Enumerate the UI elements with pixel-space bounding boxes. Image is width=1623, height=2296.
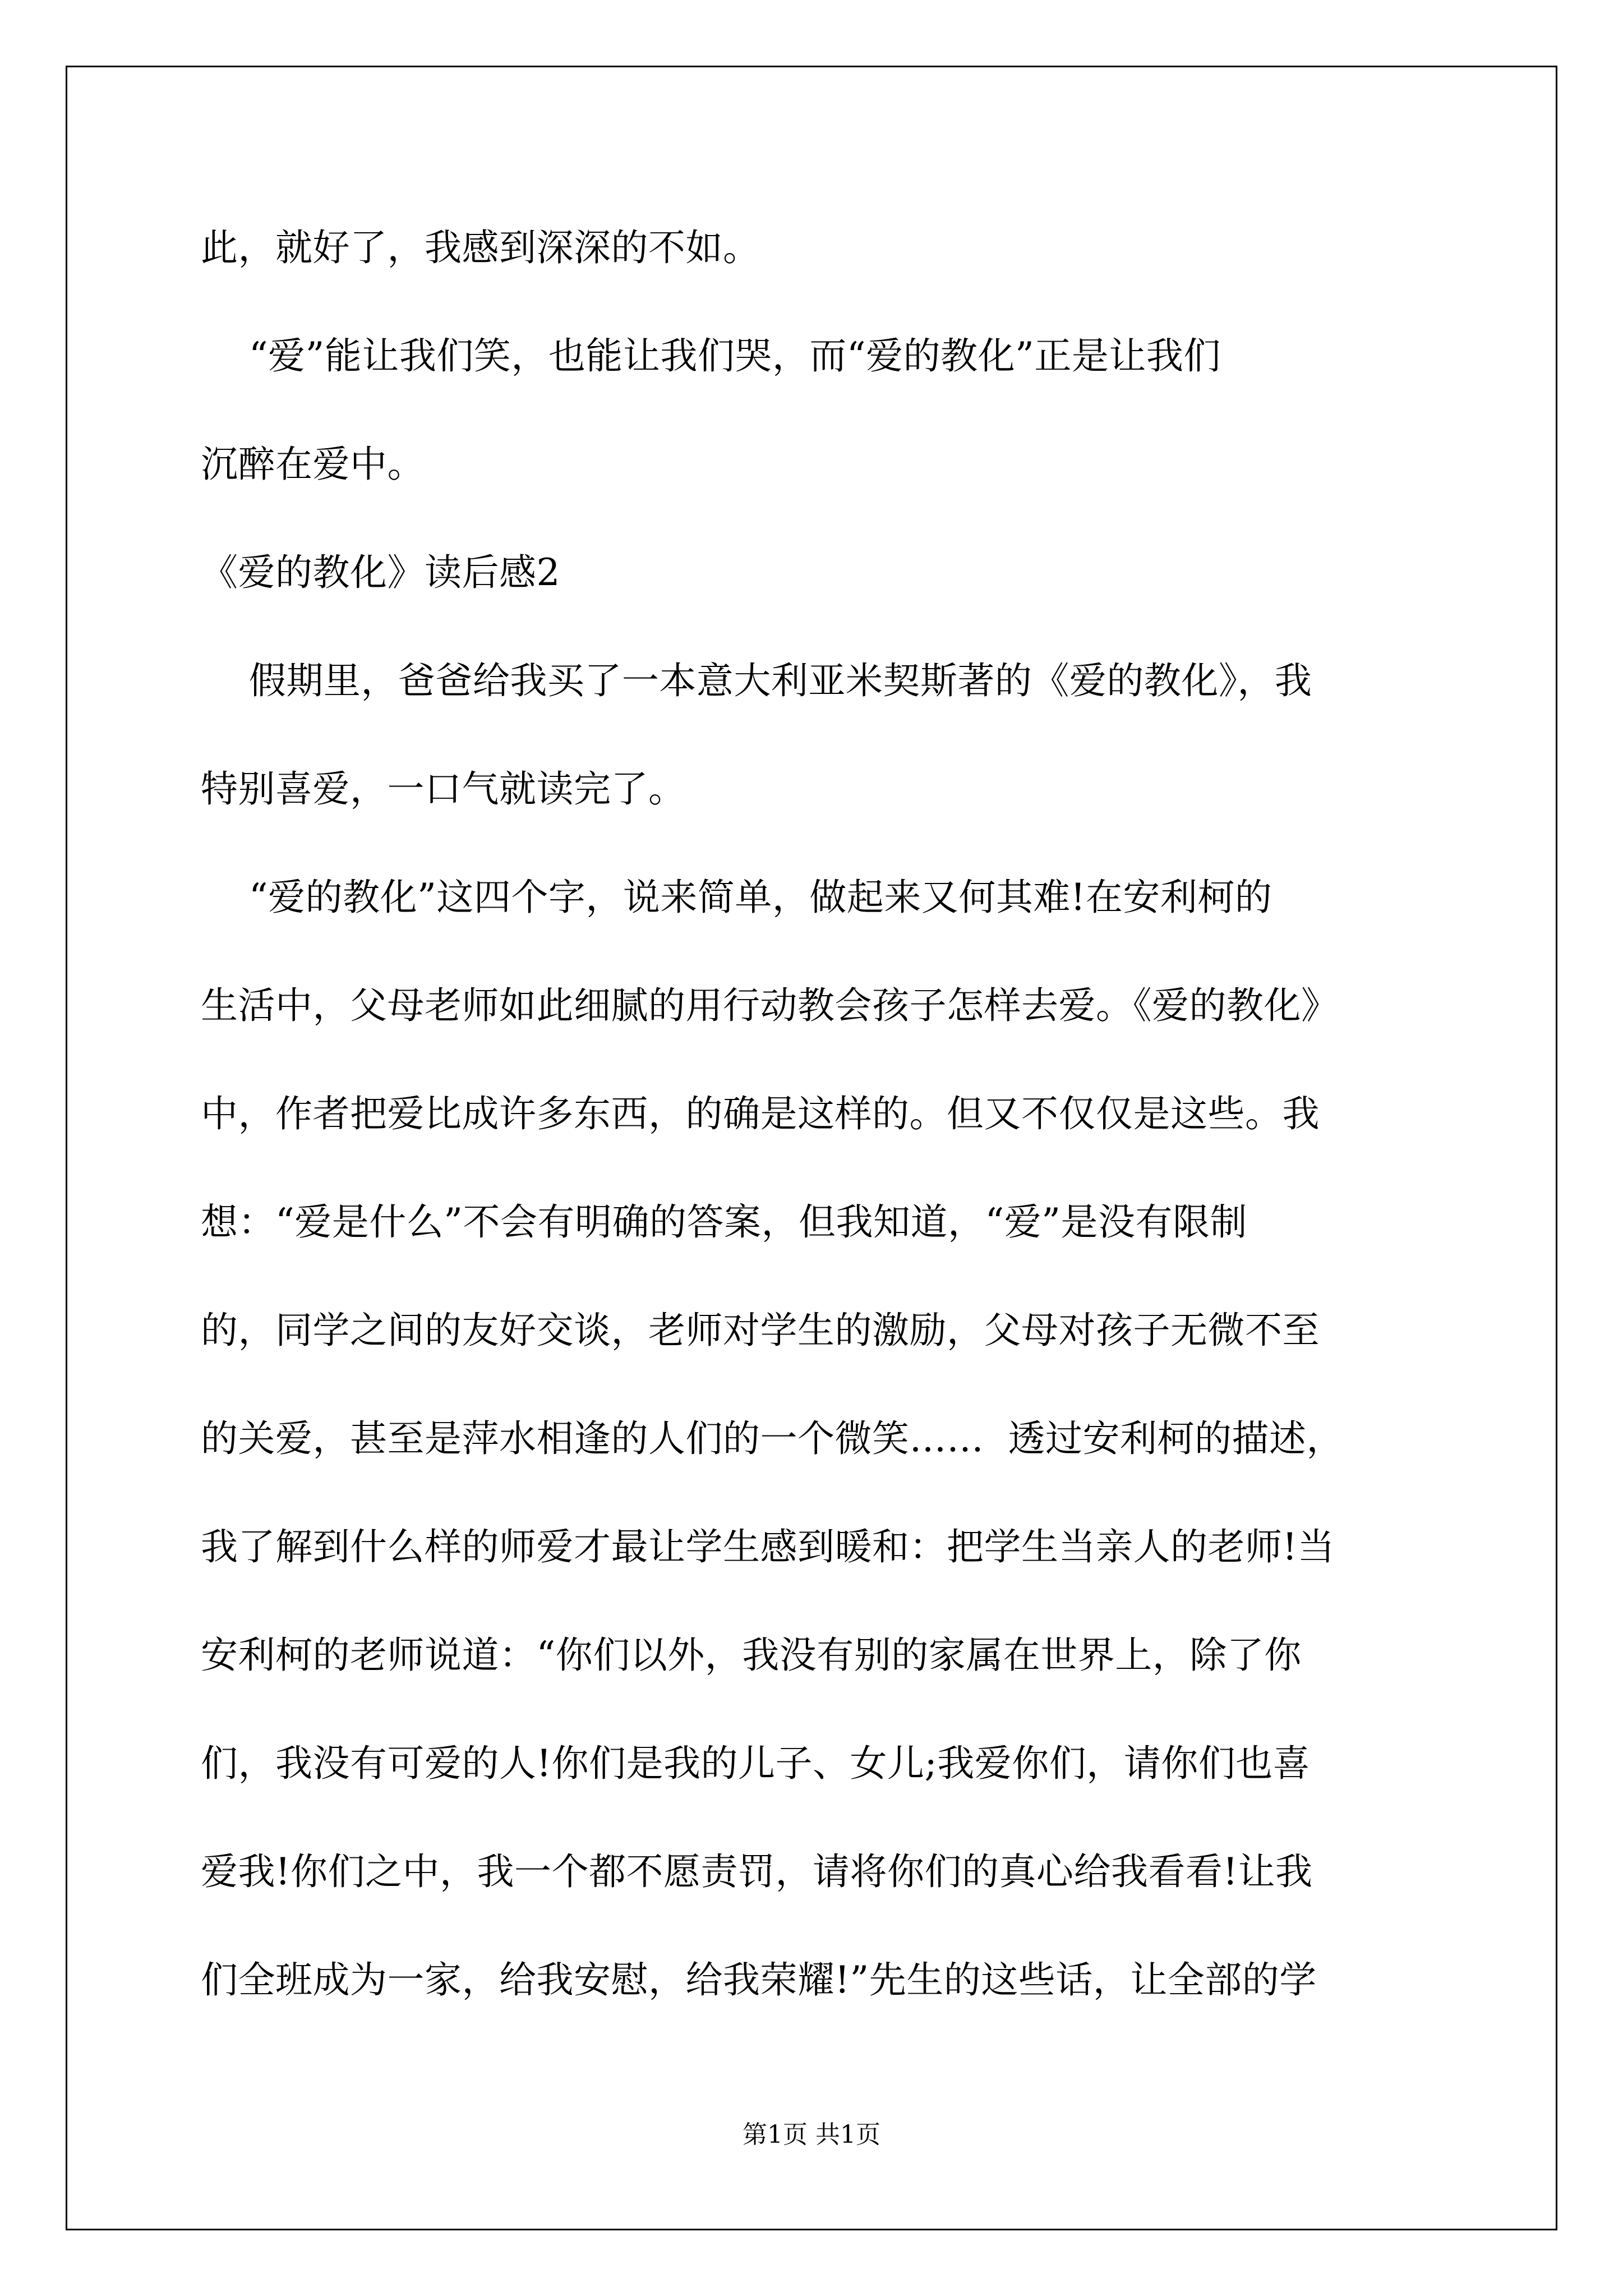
text-line-2: “爱”能让我们笑，也能让我们哭，而“爱的教化”正是让我们 [201, 334, 1221, 378]
document-body [201, 194, 1457, 2034]
text-line-14: 安利柯的老师说道：“你们以外，我没有别的家属在世界上，除了你 [201, 1634, 1302, 1677]
text-line-5: 假期里，爸爸给我买了一本意大利亚米契斯著的《爱的教化》，我 [201, 659, 1312, 702]
text-line-12: 的关爱，甚至是萍水相逢的人们的一个微笑…… 透过安利柯的描述， [201, 1417, 1344, 1460]
text-line-8: 生活中，父母老师如此细腻的用行动教会孩子怎样去爱。《爱的教化》 [201, 984, 1339, 1027]
text-line-10: 想：“爱是什么”不会有明确的答案，但我知道，“爱”是没有限制 [201, 1200, 1247, 1244]
text-line-13: 我了解到什么样的师爱才最让学生感到暖和：把学生当亲人的老师!当 [201, 1525, 1335, 1568]
text-line-17: 们全班成为一家，给我安慰，给我荣耀!”先生的这些话，让全部的学 [201, 1958, 1317, 2001]
text-line-3: 沉醉在爱中。 [201, 443, 425, 486]
text-line-11: 的，同学之间的友好交谈，老师对学生的激励，父母对孩子无微不至 [201, 1309, 1320, 1352]
text-line-15: 们，我没有可爱的人!你们是我的儿子、女儿;我爱你们，请你们也喜 [201, 1742, 1311, 1785]
text-line-7: “爱的教化”这四个字，说来简单，做起来又何其难!在安利柯的 [201, 876, 1272, 919]
text-line-6: 特别喜爱，一口气就读完了。 [201, 767, 686, 811]
text-line-1: 此，就好了，我感到深深的不如。 [201, 226, 760, 269]
section-heading: 《爱的教化》读后感2 [201, 551, 560, 594]
text-line-16: 爱我!你们之中，我一个都不愿责罚，请将你们的真心给我看看!让我 [201, 1850, 1313, 1893]
text-line-9: 中，作者把爱比成许多东西，的确是这样的。但又不仅仅是这些。我 [201, 1092, 1320, 1135]
page-footer: 第1页 共1页 [743, 2120, 880, 2149]
